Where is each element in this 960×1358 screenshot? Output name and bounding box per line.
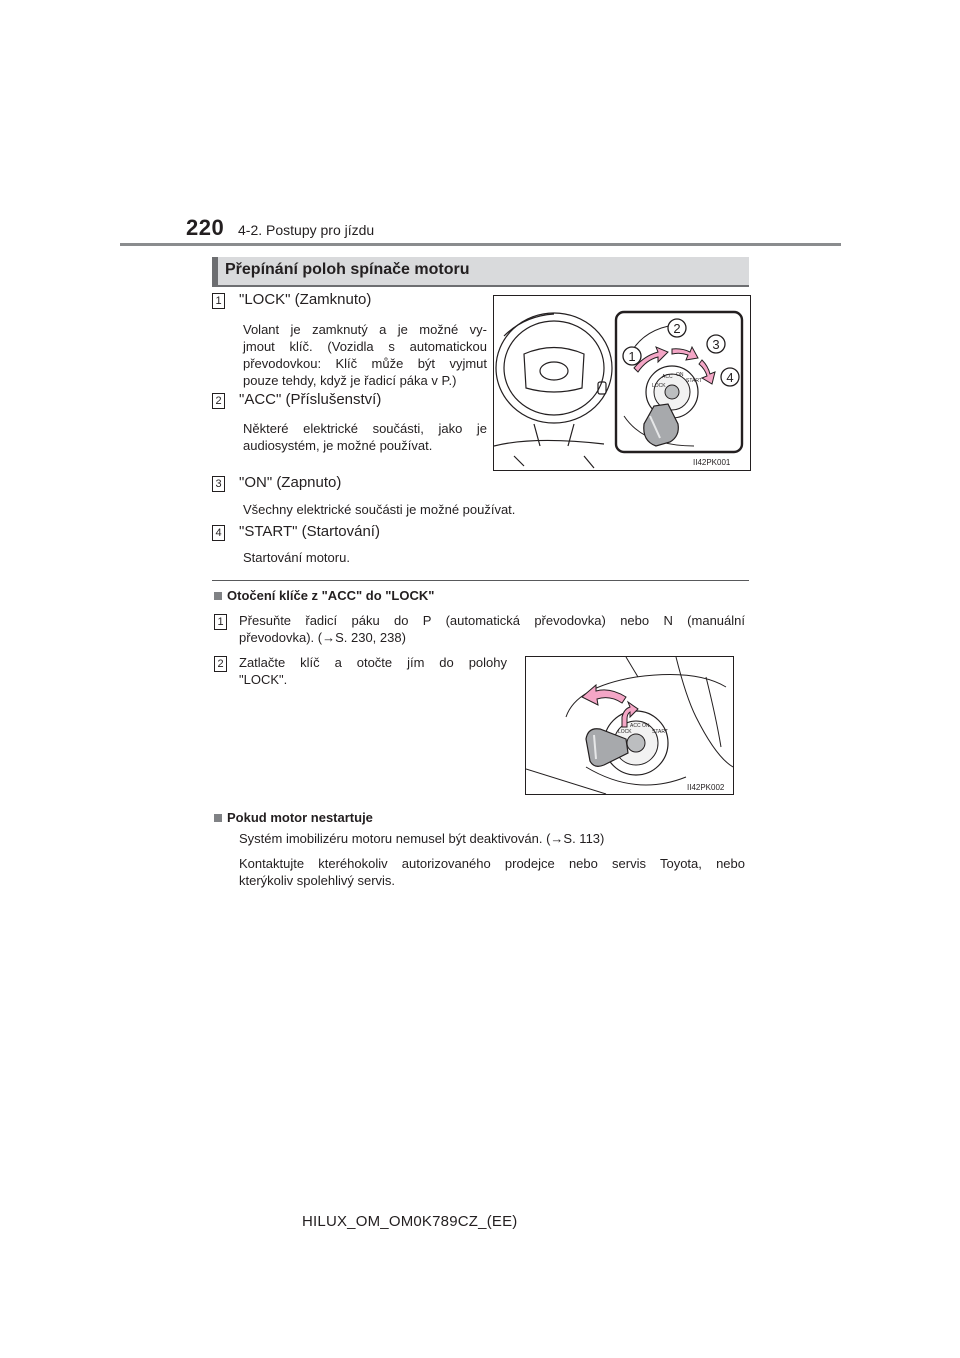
section-bar-accent bbox=[212, 257, 218, 285]
ignition-switch-illustration bbox=[494, 296, 750, 470]
turn-key-heading-text: Otočení klíče z "ACC" do "LOCK" bbox=[227, 588, 435, 603]
section-bar-underline bbox=[212, 285, 749, 287]
paragraph-line: Kontaktujte kteréhokoliv autorizovaného prodejce nebo servis Toyota, nebo bbox=[239, 856, 745, 871]
callout-3: 3 bbox=[712, 337, 720, 352]
header-rule bbox=[120, 243, 841, 246]
desc-line: převodovkou: Klíč může být vyjmut bbox=[243, 356, 487, 371]
section-divider bbox=[212, 580, 749, 581]
step-1-text bbox=[239, 612, 745, 646]
desc-line: Startování motoru. bbox=[243, 550, 350, 565]
turn-key-heading bbox=[214, 588, 434, 603]
item-title-on: "ON" (Zapnuto) bbox=[239, 474, 342, 491]
item-title-lock: "LOCK" (Zamknuto) bbox=[239, 291, 372, 308]
switch-label: LOCK bbox=[652, 383, 666, 389]
step-number-2: 2 bbox=[214, 656, 227, 672]
figure-code-1: II42PK001 bbox=[693, 458, 731, 467]
switch-label: ON bbox=[676, 372, 684, 378]
item-title-acc: "ACC" (Příslušenství) bbox=[239, 391, 382, 408]
switch-label: ACC bbox=[630, 723, 641, 729]
switch-label: START bbox=[686, 378, 702, 384]
section-title: Přepínání poloh spínače motoru bbox=[225, 261, 470, 278]
document-footer: HILUX_OM_OM0K789CZ_(EE) bbox=[302, 1213, 518, 1230]
switch-label: ON bbox=[642, 723, 650, 729]
step-line: převodovka). (→S. 230, 238) bbox=[239, 630, 406, 645]
callout-2: 2 bbox=[673, 321, 681, 336]
desc-line: Volant je zamknutý a je možné vy- bbox=[243, 322, 487, 337]
callout-4: 4 bbox=[726, 370, 734, 385]
item-number-4: 4 bbox=[212, 525, 225, 541]
switch-label: LOCK bbox=[618, 729, 632, 735]
bullet-square-icon bbox=[214, 814, 222, 822]
item-number-1: 1 bbox=[212, 293, 225, 309]
section-title-bar bbox=[212, 257, 749, 285]
no-start-paragraph-1 bbox=[239, 830, 745, 847]
step-line: Zatlačte klíč a otočte jím do polohy bbox=[239, 655, 507, 670]
item-number-2: 2 bbox=[212, 393, 225, 409]
step-line: "LOCK". bbox=[239, 672, 288, 687]
switch-label: ACC bbox=[662, 374, 673, 380]
step-number-1: 1 bbox=[214, 614, 227, 630]
step-2-text bbox=[239, 654, 507, 688]
no-start-heading-text: Pokud motor nestartuje bbox=[227, 810, 373, 825]
step-line: Přesuňte řadicí páku do P (automatická převodovka) nebo N (manuální bbox=[239, 613, 745, 628]
figure-code-2: II42PK002 bbox=[687, 783, 725, 792]
key-turn-figure bbox=[525, 656, 734, 795]
no-start-heading bbox=[214, 810, 373, 825]
desc-line: Některé elektrické součásti, jako je bbox=[243, 421, 487, 436]
item-desc-start bbox=[243, 549, 350, 566]
item-desc-lock bbox=[243, 321, 487, 389]
item-desc-on bbox=[243, 501, 515, 518]
bullet-square-icon bbox=[214, 592, 222, 600]
item-title-start: "START" (Startování) bbox=[239, 523, 380, 540]
item-desc-acc bbox=[243, 420, 487, 454]
paragraph-line: kterýkoliv spolehlivý servis. bbox=[239, 873, 396, 888]
desc-line: jmout klíč. (Vozidla s automatickou bbox=[243, 339, 487, 354]
key-turn-illustration bbox=[526, 657, 733, 794]
paragraph-line: Systém imobilizéru motoru nemusel být deaktivován. (→S. 113) bbox=[239, 831, 605, 846]
desc-line: audiosystém, je možné používat. bbox=[243, 438, 433, 453]
page-number: 220 bbox=[186, 215, 225, 240]
steering-wheel-drawing bbox=[494, 313, 612, 468]
ignition-switch-figure bbox=[493, 295, 751, 471]
switch-label: START bbox=[652, 729, 668, 735]
desc-line: pouze tehdy, když je řadicí páka v P.) bbox=[243, 373, 457, 388]
desc-line: Všechny elektrické součásti je možné používat. bbox=[243, 502, 516, 517]
no-start-paragraph-2 bbox=[239, 855, 745, 889]
callout-1: 1 bbox=[628, 349, 636, 364]
section-path: 4-2. Postupy pro jízdu bbox=[238, 222, 375, 238]
item-number-3: 3 bbox=[212, 476, 225, 492]
